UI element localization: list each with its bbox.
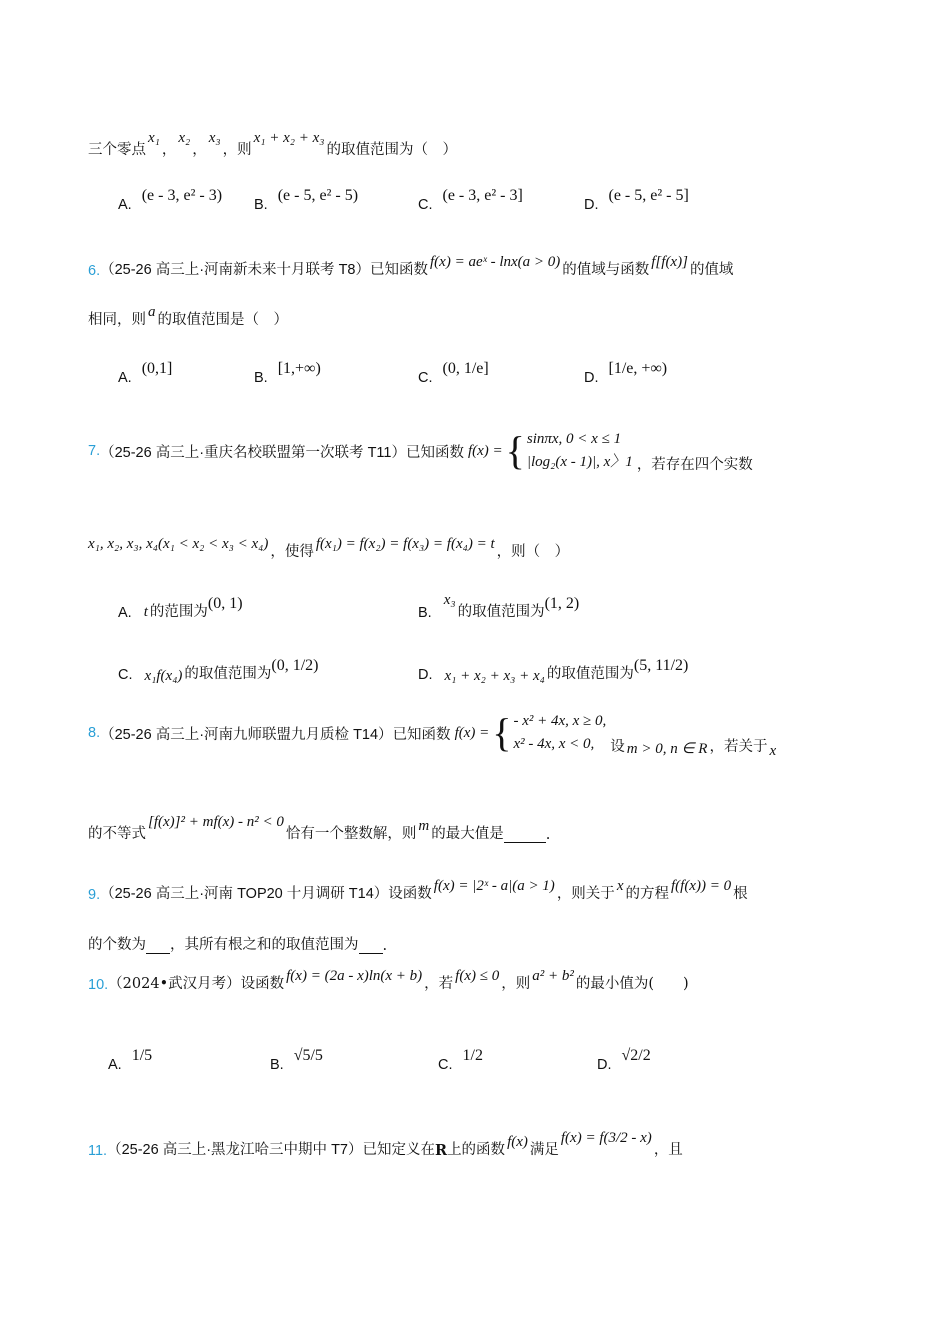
question-source: （25-26 高三上·河南九师联盟九月质检 T14） bbox=[100, 726, 393, 743]
option-value: (0,1] bbox=[141, 360, 173, 377]
q5-text: ，则 bbox=[222, 142, 252, 158]
q8-stem bbox=[88, 710, 778, 757]
q6-function2: f[f(x)] bbox=[651, 254, 688, 270]
q6-function: f(x) = aeˣ - lnx(a > 0) bbox=[430, 254, 561, 270]
question-source: （25-26 高三上·河南新未来十月联考 T8） bbox=[100, 262, 370, 278]
option-label: C. bbox=[418, 370, 433, 386]
q7-text: ，若存在四个实数 bbox=[636, 456, 753, 473]
option-value: [1,+∞) bbox=[277, 360, 321, 377]
q11-text: 满足 bbox=[529, 1142, 559, 1158]
q6-var: a bbox=[148, 304, 156, 320]
q5-x3: x₃ bbox=[208, 130, 221, 146]
q7-vars: x₁, x₂, x₃, x₄(x₁ < x₂ < x₃ < x₄) bbox=[88, 536, 269, 552]
question-source: （25-26 高三上·河南 TOP20 十月调研 T14） bbox=[100, 886, 389, 902]
option-label: A. bbox=[118, 370, 132, 386]
q8-var: x bbox=[769, 742, 777, 759]
option-label: B. bbox=[418, 605, 432, 621]
q10-text: 的最小值为( ) bbox=[575, 976, 689, 992]
q10-stem bbox=[88, 968, 689, 993]
q5-option-d[interactable] bbox=[584, 187, 689, 213]
q8-inequality: [f(x)]² + mf(x) - n² < 0 bbox=[148, 814, 284, 830]
q9-text: 的个数为 bbox=[88, 937, 146, 953]
q7-option-c[interactable] bbox=[118, 657, 319, 684]
q8-function-name: f(x) = bbox=[454, 724, 490, 741]
q10-function: f(x) = (2a - x)ln(x + b) bbox=[286, 968, 423, 984]
answer-blank[interactable] bbox=[359, 953, 383, 954]
option-value: 1/2 bbox=[462, 1047, 483, 1064]
q8-case1: - x² + 4x, x ≥ 0, bbox=[513, 713, 607, 729]
option-expr: x₁f(x₄) bbox=[144, 668, 183, 684]
answer-blank[interactable] bbox=[504, 842, 546, 843]
q8-text: 的最大值是 bbox=[431, 826, 504, 842]
q5-option-c[interactable] bbox=[418, 187, 523, 213]
option-value: [1/e, +∞) bbox=[608, 360, 668, 377]
q9-text: 根 bbox=[733, 886, 748, 902]
q7-stem bbox=[88, 428, 753, 475]
q6-option-a[interactable] bbox=[118, 360, 173, 386]
q10-expression: a² + b² bbox=[532, 968, 574, 984]
q9-stem-line2 bbox=[88, 933, 387, 954]
option-text: 的取值范围为 bbox=[546, 666, 634, 682]
option-value: (e - 3, e² - 3] bbox=[442, 187, 523, 204]
q6-option-d[interactable] bbox=[584, 360, 668, 386]
q9-stem bbox=[88, 878, 748, 903]
option-expr: x₁ + x₂ + x₃ + x₄ bbox=[444, 668, 545, 684]
option-label: D. bbox=[584, 370, 599, 386]
q9-var: x bbox=[616, 878, 624, 894]
q5-option-b[interactable] bbox=[254, 187, 359, 213]
option-label: C. bbox=[418, 197, 433, 213]
option-value: (5, 11/2) bbox=[633, 657, 689, 674]
option-expr: x₃ bbox=[443, 592, 456, 608]
q9-function: f(x) = |2ˣ - a|(a > 1) bbox=[433, 878, 555, 894]
option-label: B. bbox=[254, 197, 268, 213]
q7-case2: |log₂(x - 1)|, x〉1 bbox=[526, 454, 633, 471]
q8-text: 设 bbox=[610, 738, 625, 755]
option-value: √2/2 bbox=[621, 1047, 651, 1064]
q8-stem-line2 bbox=[88, 814, 551, 843]
option-label: B. bbox=[270, 1057, 284, 1073]
option-label: A. bbox=[118, 197, 132, 213]
option-label: C. bbox=[118, 667, 133, 683]
q8-case2: x² - 4x, x < 0, bbox=[513, 736, 595, 753]
q5-text: 的取值范围为（ ） bbox=[326, 142, 457, 158]
option-value: (0, 1/e] bbox=[442, 360, 489, 377]
option-expr: t bbox=[143, 604, 148, 620]
q7-piecewise-function bbox=[468, 428, 633, 475]
option-label: A. bbox=[118, 605, 132, 621]
q5-sum: x₁ + x₂ + x₃ bbox=[253, 130, 325, 146]
q6-stem-line2 bbox=[88, 304, 288, 329]
q9-equation: f(f(x)) = 0 bbox=[670, 878, 732, 894]
q6-text: 的值域 bbox=[689, 262, 734, 278]
q10-condition: f(x) ≤ 0 bbox=[455, 968, 500, 984]
q10-option-b[interactable] bbox=[270, 1047, 323, 1073]
q10-option-d[interactable] bbox=[597, 1047, 651, 1073]
option-text: 的取值范围为 bbox=[184, 666, 272, 682]
q9-text: ，则关于 bbox=[556, 886, 615, 902]
q7-stem-line2 bbox=[88, 536, 570, 561]
q8-text: 恰有一个整数解，则 bbox=[285, 826, 417, 842]
question-source: （2024•武汉月考） bbox=[108, 976, 241, 992]
option-label: D. bbox=[597, 1057, 612, 1073]
q8-condition: m > 0, n ∈ R bbox=[626, 740, 708, 757]
q7-function-name: f(x) = bbox=[467, 442, 503, 459]
q10-text: ，则 bbox=[501, 976, 531, 992]
period: . bbox=[382, 938, 388, 954]
q7-option-d[interactable] bbox=[418, 657, 689, 684]
q11-text: 上的函数 bbox=[447, 1142, 506, 1158]
q9-text: ，其所有根之和的取值范围为 bbox=[170, 937, 359, 953]
q10-text: 设函数 bbox=[240, 976, 285, 992]
brace-icon: { bbox=[505, 428, 525, 474]
q6-option-b[interactable] bbox=[254, 360, 321, 386]
q6-option-c[interactable] bbox=[418, 360, 489, 386]
q6-text: 已知函数 bbox=[370, 262, 428, 278]
question-number: 6. bbox=[88, 263, 101, 279]
q9-text: 设函数 bbox=[388, 886, 432, 902]
question-source: （25-26 高三上·重庆名校联盟第一次联考 T11） bbox=[100, 444, 406, 461]
q5-text: 三个零点 bbox=[88, 142, 146, 158]
q11-text: ，且 bbox=[653, 1142, 683, 1158]
comma: ， bbox=[161, 142, 177, 158]
q11-equation: f(x) = f(3/2 - x) bbox=[560, 1130, 652, 1146]
option-label: D. bbox=[584, 197, 599, 213]
question-source: （25-26 高三上·黑龙江哈三中期中 T7） bbox=[107, 1142, 363, 1158]
q5-x1: x₁ bbox=[148, 130, 160, 146]
q7-option-b[interactable] bbox=[418, 592, 580, 621]
brace-icon: { bbox=[492, 710, 512, 756]
question-number: 10. bbox=[88, 977, 109, 993]
q7-equation: f(x₁) = f(x₂) = f(x₃) = f(x₄) = t bbox=[315, 536, 495, 552]
option-value: (e - 5, e² - 5] bbox=[608, 187, 689, 204]
option-value: √5/5 bbox=[293, 1047, 323, 1064]
option-value: (0, 1) bbox=[207, 595, 243, 612]
option-text: 的范围为 bbox=[149, 604, 208, 620]
q10-text: ，若 bbox=[424, 976, 454, 992]
question-number: 7. bbox=[88, 443, 101, 460]
option-value: (0, 1/2) bbox=[271, 657, 319, 674]
q7-text: ，则（ ） bbox=[496, 544, 570, 560]
q11-function: f(x) bbox=[507, 1134, 528, 1150]
question-number: 9. bbox=[88, 887, 101, 903]
q5-stem bbox=[88, 130, 457, 159]
q8-m: m bbox=[418, 818, 430, 834]
q6-stem bbox=[88, 254, 734, 279]
option-value: 1/5 bbox=[131, 1047, 153, 1064]
answer-blank[interactable] bbox=[146, 953, 170, 954]
period: . bbox=[545, 827, 551, 843]
q6-text: 相同，则 bbox=[88, 312, 146, 328]
option-value: (e - 5, e² - 5) bbox=[277, 187, 359, 204]
q10-option-c[interactable] bbox=[438, 1047, 483, 1073]
option-text: 的取值范围为 bbox=[457, 604, 545, 620]
option-value: (1, 2) bbox=[544, 595, 580, 612]
q7-text: ，使得 bbox=[270, 544, 314, 560]
q6-text: 的取值范围是（ ） bbox=[157, 312, 288, 328]
q5-x2: x₂ bbox=[178, 130, 191, 146]
q8-text: ，若关于 bbox=[709, 738, 768, 755]
q7-text: 已知函数 bbox=[405, 444, 464, 461]
q9-text: 的方程 bbox=[625, 886, 669, 902]
q11-stem bbox=[88, 1130, 683, 1159]
q7-case1: sinπx, 0 < x ≤ 1 bbox=[526, 431, 622, 447]
q8-piecewise-function bbox=[455, 710, 607, 757]
comma: ， bbox=[192, 142, 207, 158]
question-number: 11. bbox=[88, 1143, 108, 1159]
option-label: A. bbox=[108, 1057, 122, 1073]
q11-real-set: R bbox=[435, 1142, 448, 1159]
q8-text: 已知函数 bbox=[392, 726, 451, 743]
q10-option-a[interactable] bbox=[108, 1047, 153, 1073]
q6-text: 的值域与函数 bbox=[562, 262, 650, 278]
q11-text: 已知定义在 bbox=[362, 1142, 435, 1158]
q8-text: 的不等式 bbox=[88, 826, 146, 842]
option-label: D. bbox=[418, 667, 433, 683]
option-value: (e - 3, e² - 3) bbox=[141, 187, 223, 204]
option-label: B. bbox=[254, 370, 268, 386]
q5-option-a[interactable] bbox=[118, 187, 223, 213]
option-label: C. bbox=[438, 1057, 453, 1073]
q7-option-a[interactable] bbox=[118, 595, 243, 621]
question-number: 8. bbox=[88, 725, 101, 742]
